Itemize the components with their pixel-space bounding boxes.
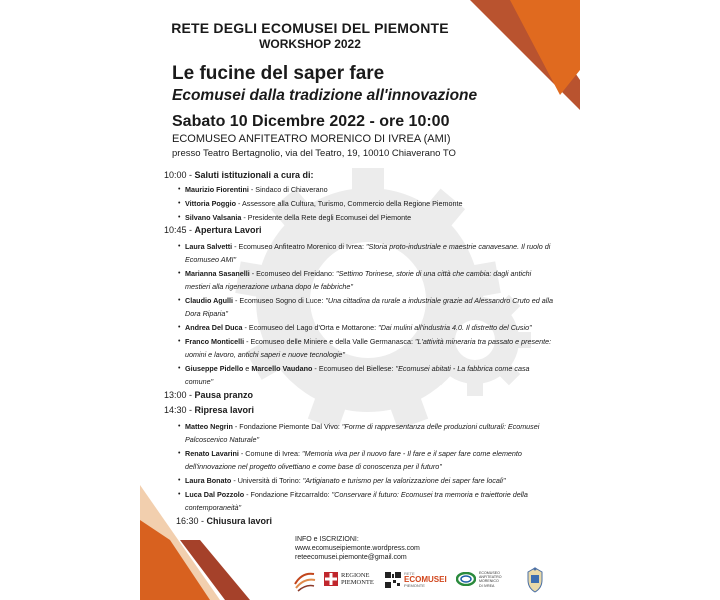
list-item: • Marianna Sasanelli - Ecomuseo del Freidano: "Settimo Torinese, storie di una città che cambia: dagli antichi mestieri alla rigenerazione urbana dopo le fabbriche" [178,267,558,293]
ami-arc-icon [456,572,476,586]
event-venue: ECOMUSEO ANFITEATRO MORENICO DI IVREA (AMI) [172,133,451,145]
info-block [295,535,420,562]
section-title: Ripresa lavori [194,405,255,415]
section-time: 14:30 - [164,405,195,415]
section-saluti [164,168,314,182]
event-subtitle: Ecomusei dalla tradizione all'innovazione [172,87,478,104]
list-item: • Andrea Del Duca - Ecomuseo del Lago d'Orta e Mottarone: "Dai mulini all'industria 4.0. Il distretto del Cusio" [178,321,558,334]
section-time: 10:45 - [164,225,195,235]
section-title: Pausa pranzo [194,390,254,400]
section-title: Chiusura lavori [206,516,273,526]
list-item: • Silvano Valsania - Presidente della Rete degli Ecomusei del Piemonte [178,211,558,224]
qr-code-icon [385,572,401,588]
event-address: presso Teatro Bertagnolio, via del Teatro, 19, 10010 Chiaverano TO [172,148,456,159]
poster [140,0,580,600]
list-item: • Vittoria Poggio - Assessore alla Cultura, Turismo, Commercio della Regione Piemonte [178,197,558,210]
sponsor-logos [280,566,570,596]
section-apertura [164,223,262,237]
info-label: INFO e ISCRIZIONI: [295,536,359,543]
network-header: RETE DEGLI ECOMUSEI DEL PIEMONTE [171,20,449,36]
section-ripresa [164,403,254,417]
section-title: Saluti istituzionali a cura di: [194,170,314,180]
list-item: • Claudio Agulli - Ecomuseo Sogno di Luce: "Una cittadina da rurale a industriale grazie ad Alessandro Cruto ed alla Dora Riparia" [178,294,558,320]
list-item: • Franco Monticelli - Ecomuseo delle Miniere e della Valle Germanasca: "L'attività mineraria tra passato e presente: uomini e lavoro, antichi saperi e nuove tecnologie" [178,335,558,361]
list-item: • Maurizio Fiorentini - Sindaco di Chiaverano [178,183,558,196]
info-email[interactable]: reteecomusei.piemonte@gmail.com [295,554,407,561]
ecomuseo-ami-logo: ECOMUSEO ANFITEATRO MORENICO DI IVREA [456,566,516,594]
list-item: • Renato Lavarini - Comune di Ivrea: "Memoria viva per il nuovo fare - Il fare e il saper fare come elemento dell'innovazione nel progetto olivettiano e come base di conoscenza per il futuro" [178,447,558,473]
section-chiusura [176,514,272,528]
rete-ecomusei-logo: RETE ECOMUSEI PIEMONTE [385,566,447,594]
event-title: Le fucine del saper fare [172,63,385,84]
info-website[interactable]: www.ecomuseipiemonte.wordpress.com [295,545,420,552]
section-pranzo [164,388,253,402]
event-date: Sabato 10 Dicembre 2022 - ore 10:00 [172,113,450,130]
section-time: 13:00 - [164,390,195,400]
list-item: • Luca Dal Pozzolo - Fondazione Fitzcarraldo: "Conservare il futuro: Ecomusei tra memoria e traiettorie della contemporaneità" [178,488,558,514]
section-title: Apertura Lavori [194,225,262,235]
comune-crest-icon [524,566,546,594]
list-item: • Laura Salvetti - Ecomuseo Anfiteatro Morenico di Ivrea: "Storia proto-industriale e maestrie canavesane. Il ruolo di Ecomuseo AMI" [178,240,558,266]
regione-shield-icon [324,572,338,586]
regione-piemonte-logo: REGIONE PIEMONTE [324,566,374,594]
list-item: • Laura Bonato - Università di Torino: "Artigianato e turismo per la valorizzazione dei saper fare locali" [178,474,558,487]
list-item: • Giuseppe Pidello e Marcello Vaudano - Ecomuseo del Biellese: "Ecomusei abitati - La fabbrica come casa comune" [178,362,558,388]
workshop-header: WORKSHOP 2022 [259,37,361,51]
section-time: 10:00 - [164,170,195,180]
swirl-logo-icon [292,566,318,594]
list-item: • Matteo Negrin - Fondazione Piemonte Dal Vivo: "Forme di rappresentanza delle produzioni culturali: Ecomusei Palcoscenico Naturale" [178,420,558,446]
section-time: 16:30 - [176,516,207,526]
